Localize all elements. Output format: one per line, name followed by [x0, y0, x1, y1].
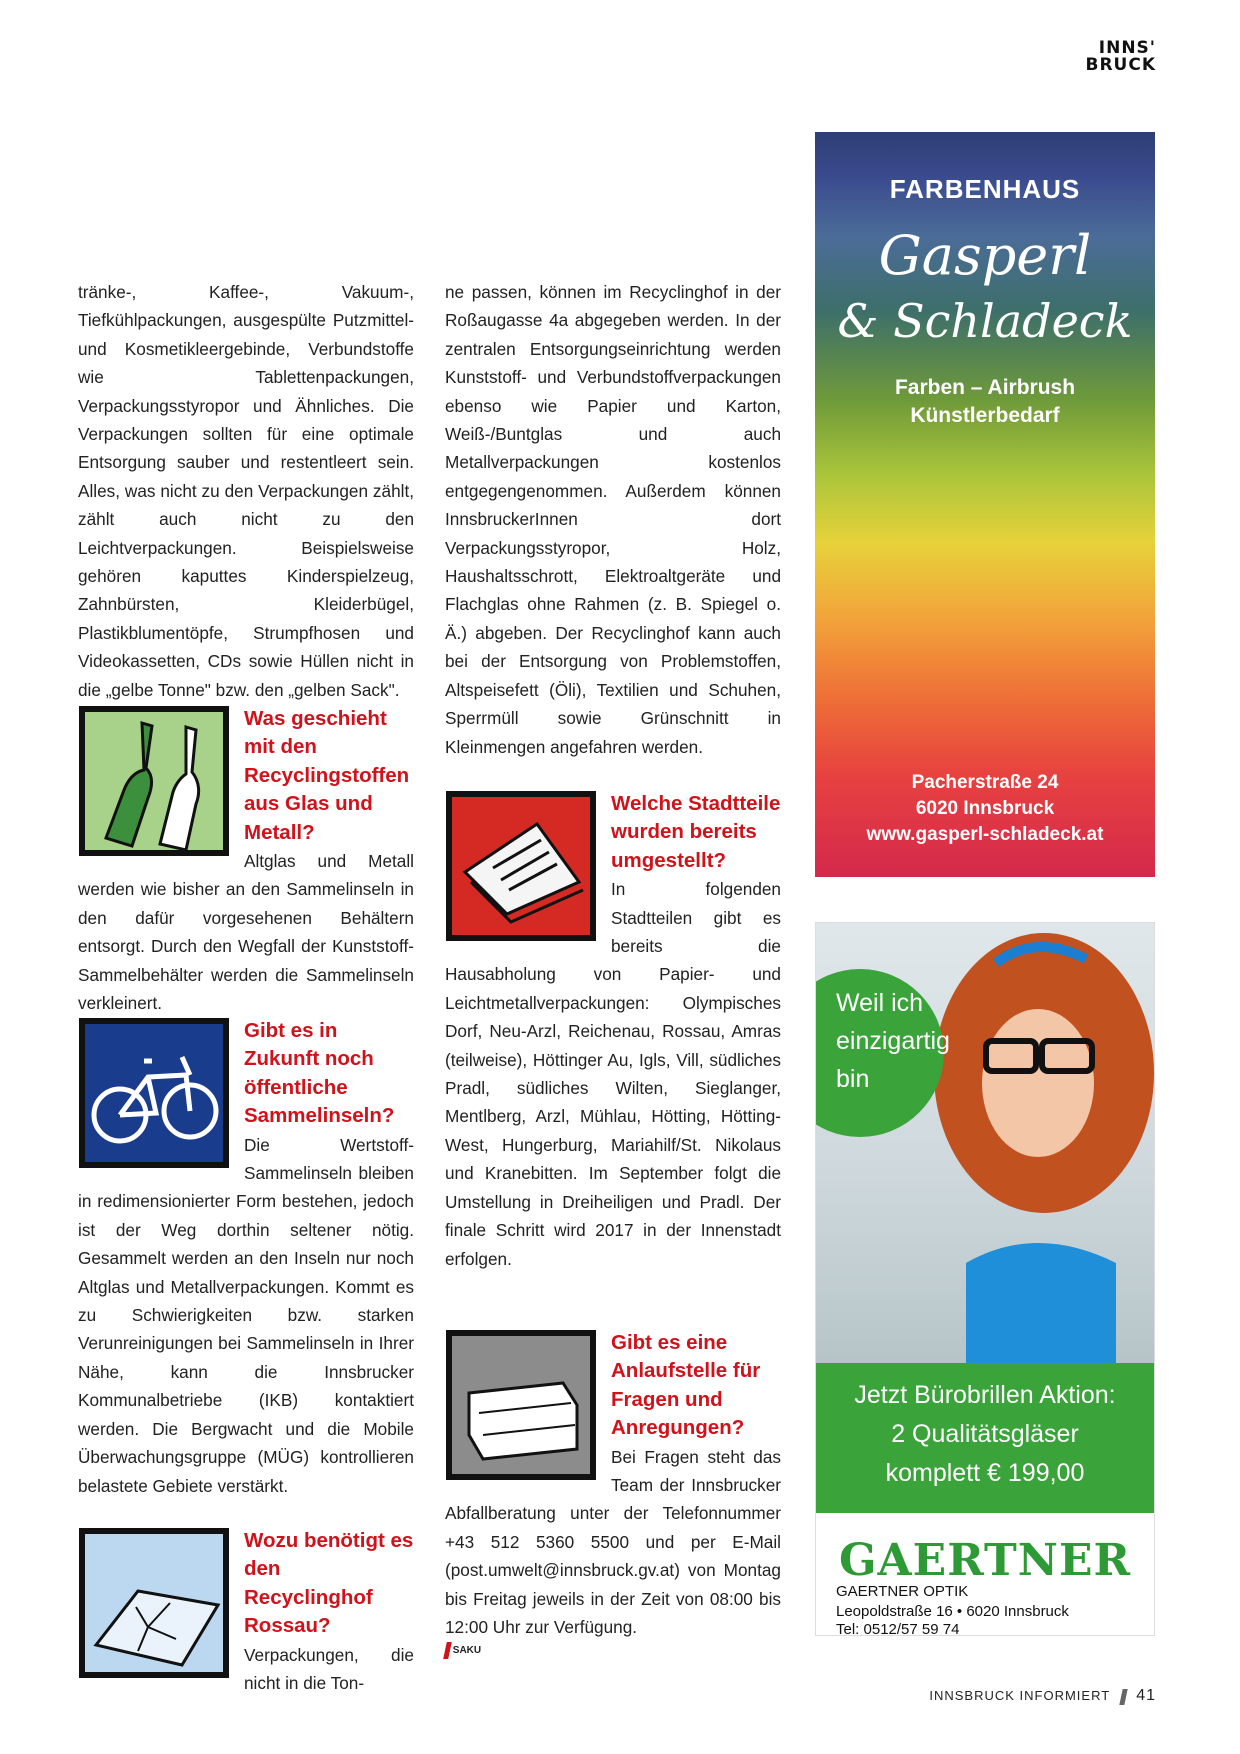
ad1-address-2: 6020 Innsbruck: [915, 798, 1055, 819]
ad2-offer-band: Jetzt Bürobrillen Aktion: 2 Qualitätsgläser komplett € 199,00: [816, 1363, 1154, 1513]
ad2-tel: Tel: 0512/57 59 74: [836, 1621, 960, 1636]
ad1-address-1: Pacherstraße 24: [911, 772, 1059, 793]
ad1-brand: FARBENHAUS: [889, 174, 1081, 204]
heading-anlaufstelle: Gibt es eine Anlaufstelle für Fragen und Anregungen?: [611, 1331, 761, 1440]
signature-mark: [443, 1642, 452, 1659]
footer-separator: [1119, 1689, 1127, 1705]
ad1-script-1: Gasperl: [878, 224, 1092, 287]
heading-stadtteile: Welche Stadtteile wurden bereits umgestellt?: [611, 792, 781, 872]
ad1-url: www.gasperl-schladeck.at: [866, 824, 1104, 845]
col2-intro: ne passen, können im Recyclinghof in der Roßaugasse 4a abgegeben werden. In der zentralen Entsorgungseinrichtung werden Kunststoff- und Verbundstoffverpackungen ebenso wie Papier und Karton, Weiß-/Buntglas und auch Metallverpackungen kostenlos entgegengenommen. Außerdem können InnsbruckerInnen dort Verpackungsstyropor, Holz, Haushaltsschrott, Elektroaltgeräte und Flachglas ohne Rahmen (z. B. Spiegel o. Ä.) abgeben. Der Recyclinghof kann auch bei der Entsorgung von Problemstoffen, Altspeisefett (Öli), Textilien und Schuhen, Sperrmüll sowie Grünschnitt in Kleinmengen angefahren werden.: [445, 282, 781, 757]
ad2-bubble-line3: bin: [836, 1065, 870, 1093]
ad-gaertner: [815, 922, 1155, 1636]
ad-farbenhaus: [815, 132, 1155, 877]
ad2-street: Leopoldstraße 16 • 6020 Innsbruck: [836, 1603, 1069, 1620]
col1-section-recyclinghof: Wozu benötigt es den Recyclinghof Rossau? Verpackungen, die nicht in die Ton-: [78, 1527, 414, 1697]
page-footer: [929, 1687, 1156, 1705]
heading-glass-metal: Was geschieht mit den Recyclingstoffen aus Glas und Metall?: [244, 707, 410, 844]
page-number: 41: [1136, 1687, 1156, 1704]
ad1-script-2: & Schladeck: [837, 294, 1133, 348]
col1-section-glass: Was geschieht mit den Recyclingstoffen aus Glas und Metall? Altglas und Metall werden wie bisher an den Sammelinseln in den dafür vorgesehenen Behältern entsorgt. Durch den Wegfall der Kunststoff-Sammelbehälter werden die Sammelinseln verkleinert.: [78, 707, 414, 1014]
heading-recyclinghof: Wozu benötigt es den Recyclinghof Rossau?: [244, 1529, 414, 1638]
col2-section-stadtteile: Welche Stadtteile wurden bereits umgestellt? In folgenden Stadtteilen gibt es bereits die Hausabholung von Papier- und Leichtmetallverpackungen: Olympisches Dorf, Neu-Arzl, Reichenau, Rossau, Amras (teilweise), Höttinger Au, Igls, Vill, südliches Pradl, südliches Wilten, Sieglanger, Mentlberg, Arzl, Mühlau, Hötting, Hötting-West, Hungerburg, Mariahilf/St. Nikolaus und Kranebitten. Im September folgt die Umstellung in Dreiheiligen und Pradl. Der finale Schritt wird 2017 in der Innenstadt erfolgen.: [445, 792, 781, 1269]
footer-label: INNSBRUCK INFORMIERT: [929, 1688, 1110, 1703]
ad1-tagline-2: Künstlerbedarf: [910, 404, 1060, 427]
ad2-bubble-line1: Weil ich: [836, 989, 924, 1017]
ad2-company: GAERTNER OPTIK: [836, 1583, 969, 1600]
ad2-bubble-line2: einzigartig: [836, 1027, 950, 1055]
column-2: [445, 278, 781, 761]
heading-sammelinseln: Gibt es in Zukunft noch öffentliche Sammelinseln?: [244, 1019, 395, 1128]
innsbruck-logo: INNS' BRUCK: [1085, 38, 1156, 75]
col1-intro: tränke-, Kaffee-, Vakuum-, Tiefkühlpackungen, ausgespülte Putzmittel- und Kosmetikleergebinde, Verbundstoffe wie Tablettenpackungen, Verpackungsstyropor und Ähnliches. Die Verpackungen sollten für eine optimale Entsorgung sauber und restentleert sein. Alles, was nicht zu den Verpackungen zählt, zählt auch nicht zu den Leichtverpackungen. Beispielsweise gehören kaputtes Kinderspielzeug, Zahnbürsten, Kleiderbügel, Plastikblumentöpfe, Strumpfhosen und Videokassetten, CDs sowie Hüllen nicht in die „gelbe Tonne" bzw. den „gelben Sack".: [78, 282, 414, 700]
ad1-tagline-1: Farben – Airbrush: [894, 376, 1076, 399]
column-1: [78, 278, 414, 704]
signature: SAKU: [452, 1645, 482, 1657]
col2-section-anlaufstelle: Gibt es eine Anlaufstelle für Fragen und Anregungen? Bei Fragen steht das Team der Innsbrucker Abfallberatung unter der Telefonnummer +43 512 5360 5500 und per E-Mail (post.umwelt@innsbruck.gv.at) von Montag bis Freitag jeweils in der Zeit von 08:00 bis 12:00 Uhr zur Verfügung. SAKU: [445, 1329, 781, 1666]
ad2-brand-logo: GAERTNER: [838, 1535, 1132, 1586]
col1-section-sammelinseln: Gibt es in Zukunft noch öffentliche Sammelinseln? Die Wertstoff-Sammelinseln bleiben in redimensionierter Form bestehen, jedoch ist der Weg dorthin seltener nötig. Gesammelt werden an den Inseln nur noch Altglas und Metallverpackungen. Kommt es zu Schwierigkeiten bzw. starken Verunreinigungen bei Sammelinseln in Ihrer Nähe, kann die Innsbrucker Kommunalbetriebe (IKB) kontaktiert werden. Die Bergwacht und die Mobile Überwachungsgruppe (MÜG) kontrollieren belastete Gebiete verstärkt.: [78, 1019, 414, 1496]
